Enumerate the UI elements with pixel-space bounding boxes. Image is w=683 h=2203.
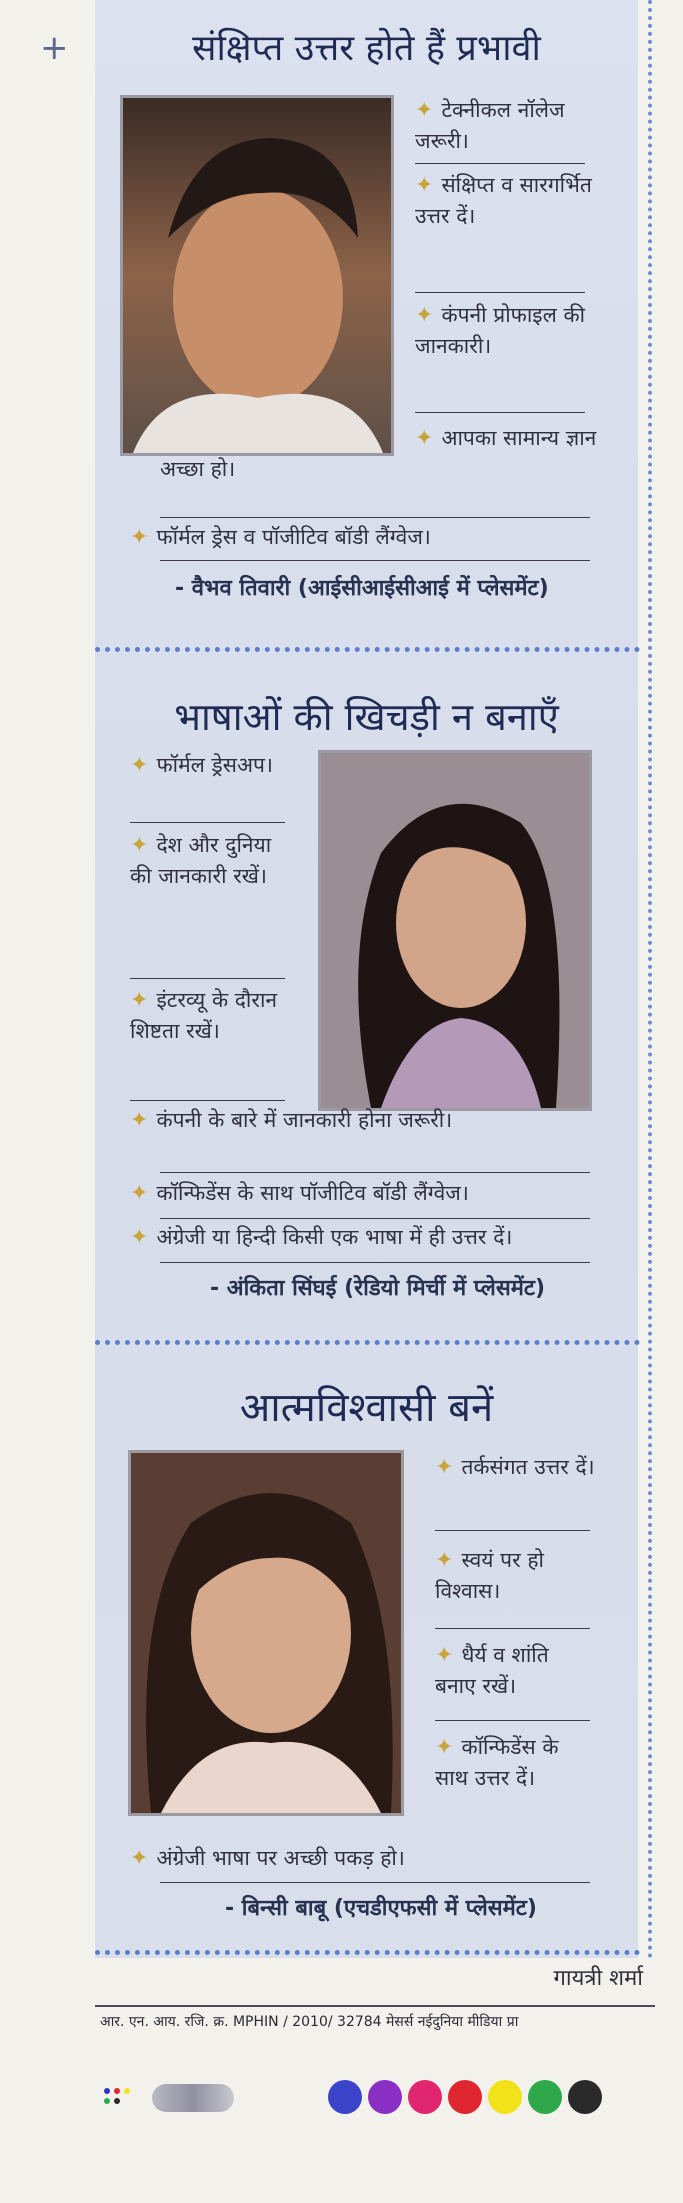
star-bullet-icon: ✦ xyxy=(130,1108,149,1133)
green-ink-dot xyxy=(528,2080,562,2114)
purple-ink-dot xyxy=(368,2080,402,2114)
star-bullet-icon: ✦ xyxy=(415,426,434,451)
rule xyxy=(160,1218,590,1219)
s1-bullet-5: ✦ फॉर्मल ड्रेस व पॉजीटिव बॉडी लैंग्वेज। xyxy=(130,525,431,550)
star-bullet-icon: ✦ xyxy=(130,1181,149,1206)
rule xyxy=(160,1882,590,1883)
star-bullet-icon: ✦ xyxy=(130,1225,149,1250)
star-bullet-icon: ✦ xyxy=(415,173,434,198)
rule xyxy=(160,517,590,518)
rule xyxy=(160,1262,590,1263)
s2-bullet-3: ✦ इंटरव्यू के दौरान शिष्टता रखें। xyxy=(130,988,278,1043)
s1-bullet-1: ✦ टेक्नीकल नॉलेज जरूरी। xyxy=(415,98,565,153)
star-bullet-icon: ✦ xyxy=(435,1548,454,1573)
tiny-dot xyxy=(124,2088,130,2094)
magenta-ink-dot xyxy=(408,2080,442,2114)
star-bullet-icon: ✦ xyxy=(130,988,149,1013)
tiny-dot xyxy=(114,2098,120,2104)
section-3-title: आत्मविश्वासी बनें xyxy=(239,1385,494,1431)
yellow-ink-dot xyxy=(488,2080,522,2114)
tiny-dot xyxy=(114,2088,120,2094)
grey-ink-bar xyxy=(152,2084,234,2112)
star-bullet-icon: ✦ xyxy=(415,303,434,328)
rule xyxy=(160,560,590,561)
rule xyxy=(130,978,285,979)
star-bullet-icon: ✦ xyxy=(435,1455,454,1480)
star-bullet-icon: ✦ xyxy=(130,1846,149,1871)
s2-bullet-5: ✦ कॉन्फिडेंस के साथ पॉजीटिव बॉडी लैंग्वेज। xyxy=(130,1181,469,1206)
footer-rule xyxy=(95,2005,655,2007)
portrait-female-2 xyxy=(131,1453,401,1813)
right-dotted-border xyxy=(648,0,652,1960)
author-byline: गायत्री शर्मा xyxy=(553,1966,643,1991)
star-bullet-icon: ✦ xyxy=(435,1735,454,1760)
section-separator xyxy=(95,647,640,652)
star-bullet-icon: ✦ xyxy=(130,833,149,858)
section-2-title: भाषाओं की खिचड़ी न बनाएँ xyxy=(174,695,559,739)
section-separator xyxy=(95,1950,640,1955)
star-bullet-icon: ✦ xyxy=(435,1643,454,1668)
photo-binsy xyxy=(128,1450,404,1816)
rule xyxy=(130,1100,285,1101)
star-bullet-icon: ✦ xyxy=(130,525,149,550)
s1-bullet-2: ✦ संक्षिप्त व सारगर्भित उत्तर दें। xyxy=(415,173,592,228)
s2-bullet-1: ✦ फॉर्मल ड्रेसअप। xyxy=(130,753,273,778)
s2-bullet-2: ✦ देश और दुनिया की जानकारी रखें। xyxy=(130,833,272,888)
s1-bullet-4: ✦ आपका सामान्य ज्ञान अच्छा हो। xyxy=(160,426,597,481)
rule xyxy=(415,292,585,293)
cmyk-dot-cluster xyxy=(104,2088,150,2108)
star-bullet-icon: ✦ xyxy=(415,98,434,123)
s3-credit: - बिन्सी बाबू (एचडीएफसी में प्लेसमेंट) xyxy=(225,1896,537,1921)
rule xyxy=(435,1530,590,1531)
section-1-title: संक्षिप्त उत्तर होते हैं प्रभावी xyxy=(192,28,541,69)
s3-bullet-4: ✦ कॉन्फिडेंस के साथ उत्तर दें। xyxy=(435,1735,559,1790)
registration-plus-mark: + xyxy=(40,28,69,68)
photo-ankita xyxy=(318,750,592,1111)
s2-bullet-6: ✦ अंग्रेजी या हिन्दी किसी एक भाषा में ही उत्तर दें। xyxy=(130,1225,513,1250)
rule xyxy=(160,1172,590,1173)
blue-ink-dot xyxy=(328,2080,362,2114)
portrait-male-1 xyxy=(123,98,391,453)
portrait-female-1 xyxy=(321,753,589,1108)
s3-bullet-3: ✦ धैर्य व शांति बनाए रखें। xyxy=(435,1643,549,1698)
black-ink-dot xyxy=(568,2080,602,2114)
s2-bullet-4: ✦ कंपनी के बारे में जानकारी होना जरूरी। xyxy=(130,1108,453,1133)
s2-credit: - अंकिता सिंघई (रेडियो मिर्ची में प्लेसमेंट) xyxy=(210,1276,546,1301)
rule xyxy=(415,163,585,164)
registration-line: आर. एन. आय. रजि. क्र. MPHIN / 2010/ 32784 मेसर्स नईदुनिया मीडिया प्रा xyxy=(100,2014,519,2030)
red-ink-dot xyxy=(448,2080,482,2114)
s3-bullet-1: ✦ तर्कसंगत उत्तर दें। xyxy=(435,1455,595,1480)
section-separator xyxy=(95,1340,640,1345)
rule xyxy=(415,412,585,413)
s3-bullet-2: ✦ स्वयं पर हो विश्वास। xyxy=(435,1548,544,1603)
s1-credit: - वैभव तिवारी (आईसीआईसीआई में प्लेसमेंट) xyxy=(175,576,549,601)
rule xyxy=(435,1720,590,1721)
tiny-dot xyxy=(104,2098,110,2104)
s3-bullet-5: ✦ अंग्रेजी भाषा पर अच्छी पकड़ हो। xyxy=(130,1846,405,1871)
s1-bullet-3: ✦ कंपनी प्रोफाइल की जानकारी। xyxy=(415,303,586,358)
rule xyxy=(435,1628,590,1629)
star-bullet-icon: ✦ xyxy=(130,753,149,778)
rule xyxy=(130,822,285,823)
tiny-dot xyxy=(104,2088,110,2094)
photo-vaibhav xyxy=(120,95,394,456)
